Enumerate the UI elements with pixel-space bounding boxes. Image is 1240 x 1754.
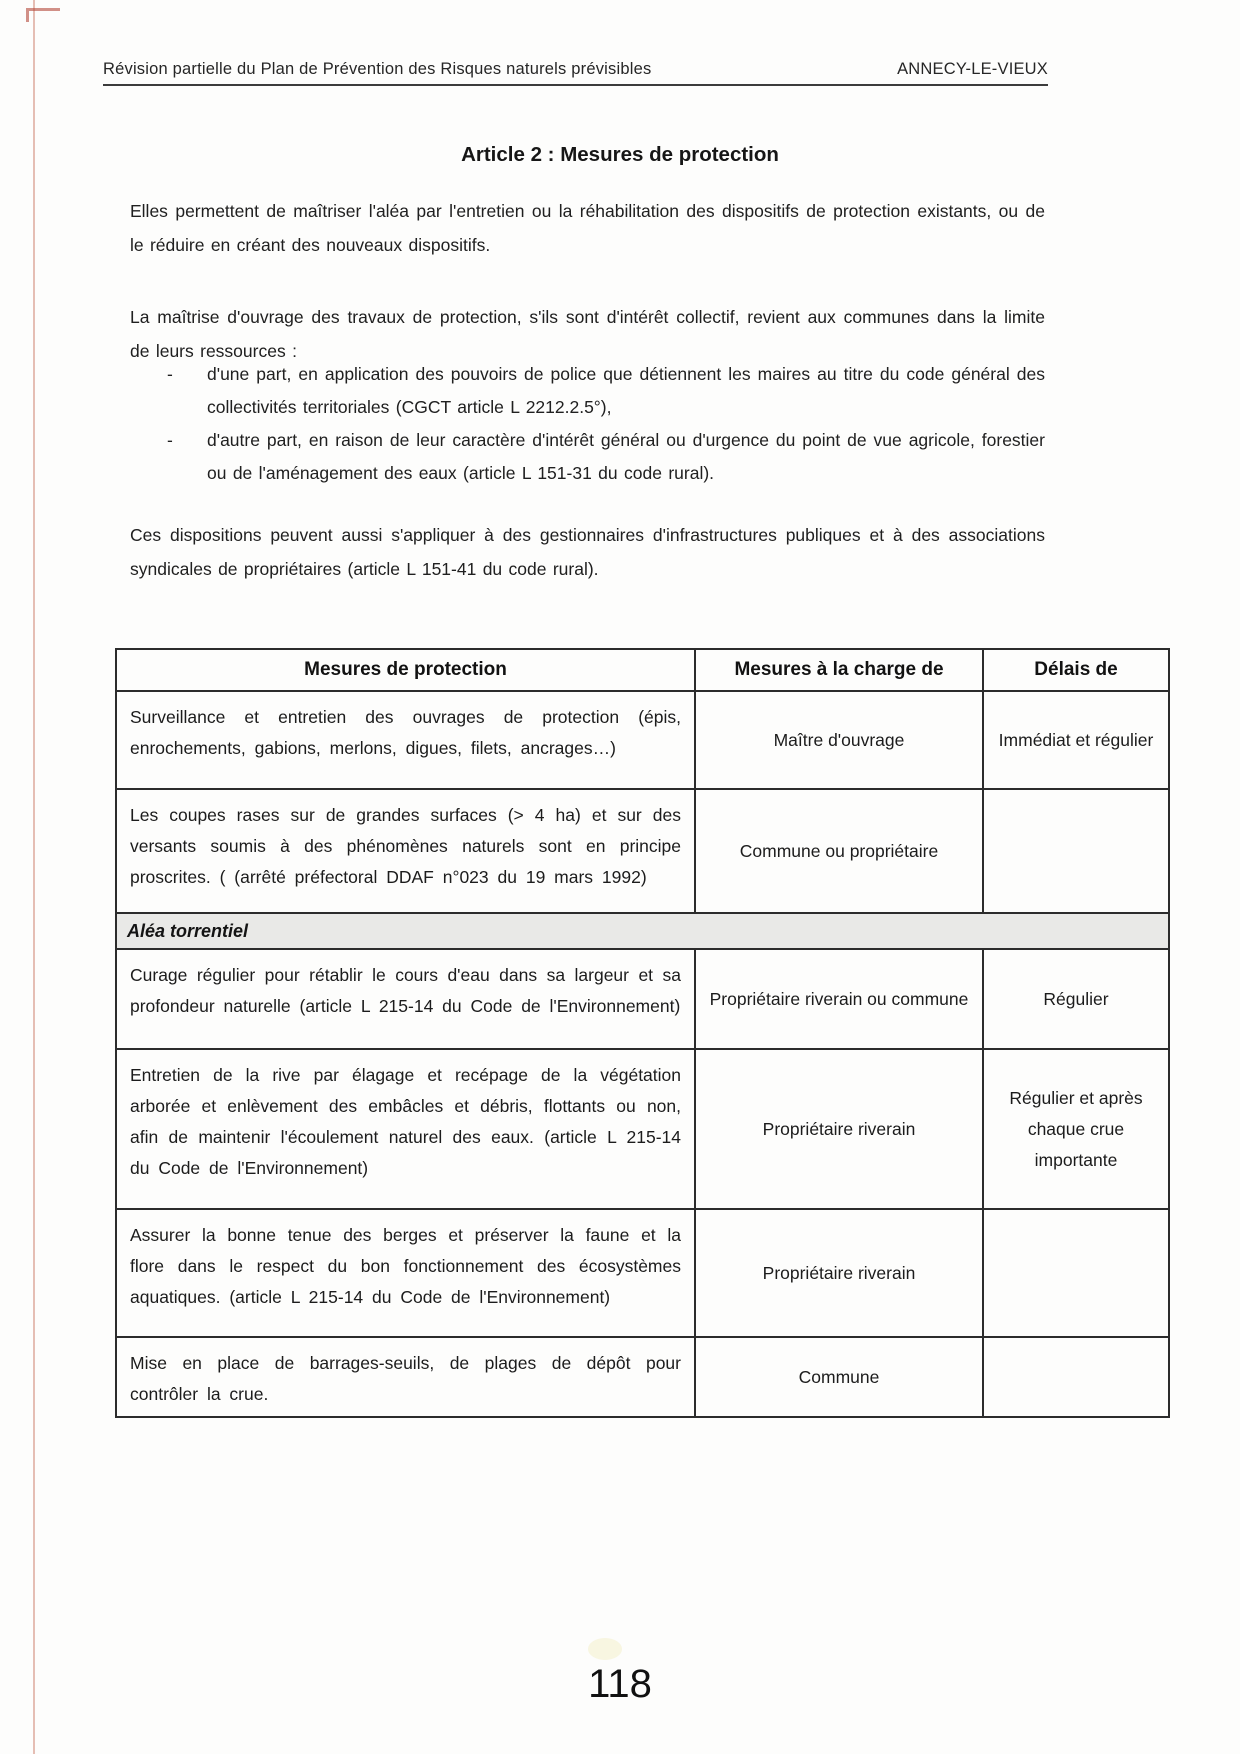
bullet-text: d'une part, en application des pouvoirs de police que détiennent les maires au titre du code général des collectivités territoriales (CGCT article L 2212.2.5°),: [207, 364, 1045, 417]
cell-measure: Surveillance et entretien des ouvrages de protection (épis, enrochements, gabions, merlons, digues, filets, ancrages…): [116, 691, 695, 789]
paragraph-intro: Elles permettent de maîtriser l'aléa par l'entretien ou la réhabilitation des dispositifs de protection existants, ou de le réduire en créant des nouveaux dispositifs.: [130, 201, 1045, 255]
page-number: 118: [588, 1662, 652, 1706]
scan-artifact-smudge: [588, 1638, 622, 1660]
cell-delai: [983, 1209, 1169, 1337]
bullet-dash: -: [167, 364, 173, 384]
cell-charge: Propriétaire riverain ou commune: [695, 949, 983, 1049]
article-title: Article 2 : Mesures de protection: [461, 143, 779, 166]
bullet-item: [167, 424, 1045, 490]
measures-table: [115, 648, 1170, 1418]
cell-delai: Régulier: [983, 949, 1169, 1049]
running-header: [103, 60, 1048, 86]
bullet-dash: -: [167, 430, 173, 450]
cell-measure: Assurer la bonne tenue des berges et préserver la faune et la flore dans le respect du bon fonctionnement des écosystèmes aquatiques. (article L 215-14 du Code de l'Environnement): [116, 1209, 695, 1337]
bullet-text: d'autre part, en raison de leur caractère d'intérêt général ou d'urgence du point de vue agricole, forestier ou de l'aménagement des eaux (article L 151-31 du code rural).: [207, 430, 1045, 483]
column-header-delais: Délais de: [983, 649, 1169, 691]
table-row: [116, 949, 1169, 1049]
cell-charge: Propriétaire riverain: [695, 1049, 983, 1209]
cell-delai: Régulier et après chaque crue importante: [983, 1049, 1169, 1209]
table-row: [116, 1209, 1169, 1337]
cell-delai: [983, 1337, 1169, 1417]
cell-measure: Mise en place de barrages-seuils, de plages de dépôt pour contrôler la crue.: [116, 1337, 695, 1417]
table-row: [116, 1049, 1169, 1209]
cell-charge: Commune: [695, 1337, 983, 1417]
paragraph-dispositions: Ces dispositions peuvent aussi s'appliquer à des gestionnaires d'infrastructures publiques et à des associations syndicales de propriétaires (article L 151-41 du code rural).: [130, 525, 1045, 579]
scan-artifact-left-line: [33, 0, 35, 1754]
bullet-item: [167, 358, 1045, 424]
cell-charge: Propriétaire riverain: [695, 1209, 983, 1337]
cell-measure: Les coupes rases sur de grandes surfaces (> 4 ha) et sur des versants soumis à des phénomènes naturels sont en principe proscrites. ( (arrêté préfectoral DDAF n°023 du 19 mars 1992): [116, 789, 695, 913]
cell-charge: Maître d'ouvrage: [695, 691, 983, 789]
column-header-mesures: Mesures de protection: [116, 649, 695, 691]
table-section-row: [116, 913, 1169, 949]
running-header-right: ANNECY-LE-VIEUX: [897, 60, 1048, 78]
table-header-row: [116, 649, 1169, 691]
table-row: [116, 691, 1169, 789]
column-header-charge: Mesures à la charge de: [695, 649, 983, 691]
cell-delai: [983, 789, 1169, 913]
scan-artifact-corner-mark: [26, 8, 60, 22]
table-row: [116, 1337, 1169, 1417]
table-row: [116, 789, 1169, 913]
cell-delai: Immédiat et régulier: [983, 691, 1169, 789]
cell-measure: Entretien de la rive par élagage et recépage de la végétation arborée et enlèvement des embâcles et débris, flottants ou non, afin de maintenir l'écoulement naturel des eaux. (article L 215-14 du Code de l'Environnement): [116, 1049, 695, 1209]
paragraph-maitrise: La maîtrise d'ouvrage des travaux de protection, s'ils sont d'intérêt collectif, revient aux communes dans la limite de leurs ressources :: [130, 307, 1045, 361]
cell-charge: Commune ou propriétaire: [695, 789, 983, 913]
cell-measure: Curage régulier pour rétablir le cours d'eau dans sa largeur et sa profondeur naturelle (article L 215-14 du Code de l'Environnement): [116, 949, 695, 1049]
section-header-alea-torrentiel: Aléa torrentiel: [116, 913, 1169, 949]
running-header-left: Révision partielle du Plan de Prévention des Risques naturels prévisibles: [103, 60, 652, 78]
